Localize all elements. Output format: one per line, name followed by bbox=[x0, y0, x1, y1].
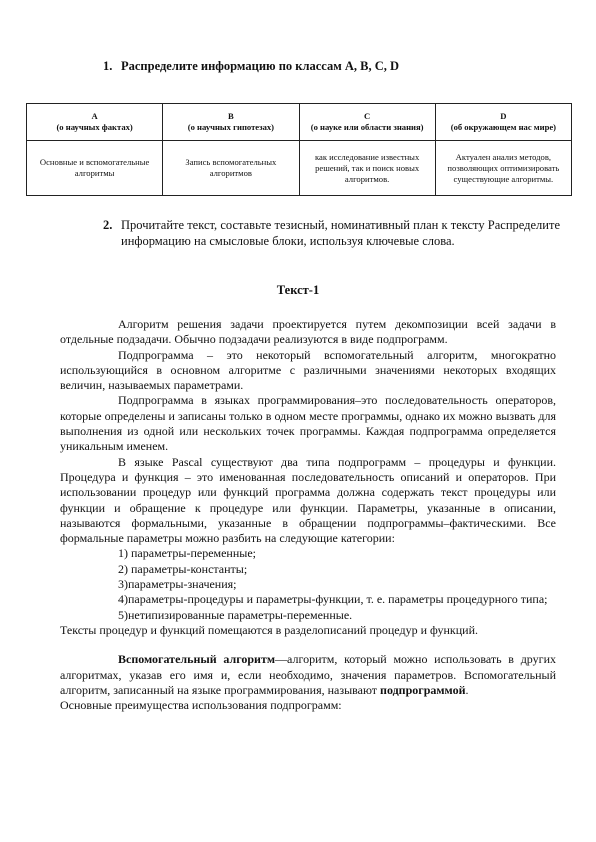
header-c bbox=[299, 104, 435, 141]
text-body bbox=[60, 317, 556, 713]
table-cell-d: Актуален анализ методов, позволяющих оптимизировать существующие алгоритмы. bbox=[435, 141, 571, 196]
task-2 bbox=[103, 217, 560, 249]
header-a-label: (о научных фактах) bbox=[56, 122, 133, 132]
list-item-1: 1) параметры-переменные; bbox=[118, 546, 256, 561]
paragraph-6-text: —алгоритм, который можно использовать в других алгоритмах, указав его имя и, если необходимо, значения параметров. Вспомогательный алгоритм, записанный на языке программирования, называют bbox=[60, 652, 556, 697]
header-d bbox=[435, 104, 571, 141]
task-1-text: Распределите информацию по классам A, B, C, D bbox=[121, 59, 400, 73]
table-row bbox=[27, 141, 572, 196]
task-2-text: Прочитайте текст, составьте тезисный, номинативный план к тексту Распределите информацию на смысловые блоки, используя ключевые слова. bbox=[121, 218, 560, 248]
paragraph-2: Подпрограмма – это некоторый вспомогательный алгоритм, многократно использующийся в основном алгоритме с различными значениями некоторых входящих величин, называемых параметрами. bbox=[60, 347, 556, 393]
header-d-letter: D bbox=[500, 111, 507, 121]
header-a bbox=[27, 104, 163, 141]
paragraph-6 bbox=[60, 652, 556, 698]
header-b bbox=[163, 104, 299, 141]
header-d-label: (об окружающем нас мире) bbox=[450, 122, 557, 132]
classification-table bbox=[26, 103, 572, 196]
text-title: Текст-1 bbox=[276, 283, 320, 297]
paragraph-3: Подпрограмма в языках программирования–это последовательность операторов, которые определены и записаны только в одном месте программы, однако их можно вызвать для выполнения из одной или нескольких точек программы. Каждая подпрограмма определяется уникальным именем. bbox=[60, 393, 556, 454]
header-c-label: (о науке или области знания) bbox=[310, 122, 424, 132]
table-cell-a: Основные и вспомогательные алгоритмы bbox=[27, 141, 163, 196]
list-item-5: 5)нетипизированные параметры-переменные. bbox=[118, 607, 353, 622]
paragraph-6-end: . bbox=[465, 682, 469, 697]
term-auxiliary-algorithm: Вспомогательный алгоритм bbox=[118, 652, 276, 667]
paragraph-1: Алгоритм решения задачи проектируется путем декомпозиции всей задачи в отдельные подзадачи. Обычно подзадачи реализуются в виде подпрограмм. bbox=[60, 317, 556, 347]
header-c-letter: C bbox=[364, 111, 371, 121]
list-item-3: 3)параметры-значения; bbox=[118, 577, 237, 592]
list-item-2: 2) параметры-константы; bbox=[118, 561, 248, 576]
header-b-letter: B bbox=[228, 111, 234, 121]
table-header-row bbox=[27, 104, 572, 141]
paragraph-5: Тексты процедур и функций помещаются в разделописаний процедур и функций. bbox=[60, 622, 478, 637]
table-cell-c: как исследование известных решений, так и поиск новых алгоритмов. bbox=[299, 141, 435, 196]
paragraph-7: Основные преимущества использования подпрограмм: bbox=[60, 698, 342, 713]
list-item-4: 4)параметры-процедуры и параметры-функции, т. е. параметры процедурного типа; bbox=[118, 592, 548, 607]
paragraph-4: В языке Pascal существуют два типа подпрограмм – процедуры и функции. Процедура и функция – это именованная последовательность описаний и операторов. При использовании процедур или функций программа должна содержать текст процедуры или функции и обращение к процедуре или функции. Параметры, указанные в описании, называются формальными, указанные в обращении подпрограммы–фактическими. Все формальные параметры можно разбить на следующие категории: bbox=[60, 454, 556, 546]
term-subprogram: подпрограммой bbox=[380, 682, 466, 697]
task-1 bbox=[103, 58, 563, 74]
table-cell-b: Запись вспомогательных алгоритмов bbox=[163, 141, 299, 196]
header-b-label: (о научных гипотезах) bbox=[187, 122, 275, 132]
task-1-number: 1. bbox=[103, 59, 113, 73]
header-a-letter: A bbox=[91, 111, 98, 121]
task-2-number: 2. bbox=[103, 218, 113, 232]
